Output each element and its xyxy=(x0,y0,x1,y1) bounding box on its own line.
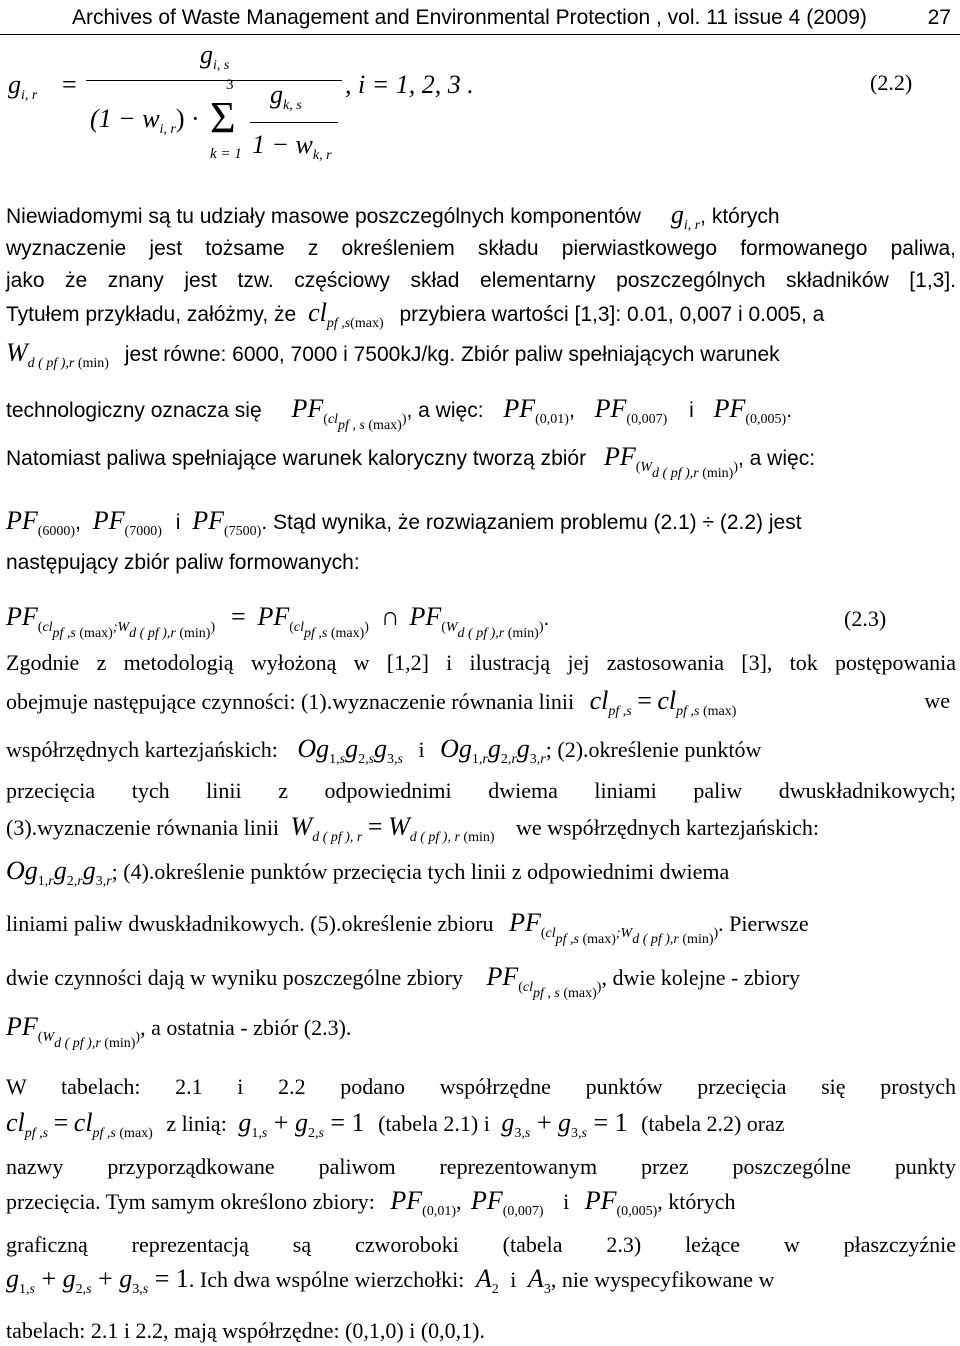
para1-line1: Niewiadomymi są tu udziały masowe poszczególnych komponentów $g_{i, r}$, których xyxy=(6,200,780,233)
para3-line2: $cl_{pf ,s} = cl_{pf ,s (max)}$ z linią: $g_{1,s} + g_{2,s} = 1$ (tabela 2.1) i $g_{3,s} + g_{3,s} = 1$ (tabela 2.2) oraz xyxy=(6,1108,785,1141)
equation-label: (2.3) xyxy=(844,606,887,631)
para1-line4: Tytułem przykładu, załóżmy, że $cl_{pf ,s(max)}$ przybiera wartości [1,3]: 0.01, 0,007 i 0.005, a xyxy=(6,298,825,331)
para2-line7: liniami paliw dwuskładnikowych. (5).określenie zbioru $PF_{(cl_{pf ,s (max)};W_{d ( pf ),r (min)})}$. Pierwsze xyxy=(6,908,809,947)
para1-line5: $W_{d ( pf ),r (min)}$ jest równe: 6000, 7000 i 7500kJ/kg. Zbiór paliw spełniających warunek xyxy=(6,338,780,371)
para3-line7: tabelach: 2.1 i 2.2, mają współrzędne: (0,1,0) i (0,0,1). xyxy=(6,1318,485,1343)
para2-line5: (3).wyznaczenie równania linii $W_{d ( pf ), r} = W_{d ( pf ), r (min)}$ we współrzędnych kartezjańskich: xyxy=(6,812,820,845)
para2-line4: przecięcia tych linii z odpowiednimi dwiema liniami paliw dwuskładnikowych; xyxy=(6,778,956,803)
page-number: 27 xyxy=(927,6,951,29)
inner-fraction-bar xyxy=(250,122,338,123)
para2-line6: $Og_{1,r}g_{2,r}g_{3,r}$; (4).określenie punktów przecięcia tych linii z odpowiednimi dwiema xyxy=(6,856,730,889)
para1-line2: wyznaczenie jest tożsame z określeniem składu pierwiastkowego formowanego paliwa, xyxy=(6,237,956,260)
running-header xyxy=(0,4,960,35)
eq-denominator-a: $(1 - w_{i, r})$ · xyxy=(90,104,200,137)
para1-line8: $PF_{(6000)}$, $PF_{(7000)}$ i $PF_{(7500)}$. Stąd wynika, że rozwiązaniem problemu (2.1) ÷ (2.2) jest xyxy=(6,506,802,539)
eq-condition: , i = 1, 2, 3 . xyxy=(345,70,474,99)
inner-denominator: $1 - w_{k, r}$ xyxy=(252,130,332,163)
para3-line6: $g_{1,s} + g_{2,s} + g_{3,s} = 1$. Ich dwa wspólne wierzchołki: $A_2$ i $A_3$, nie wyspecyfikowane w xyxy=(6,1264,775,1297)
journal-title: Archives of Waste Management and Environmental Protection , vol. 11 issue 4 (2009) xyxy=(72,6,867,29)
para3-line5: graficzną reprezentacją są czworoboki (tabela 2.3) leżące w płaszczyźnie xyxy=(6,1232,956,1257)
para2-line2: obejmuje następujące czynności: (1).wyznaczenie równania linii $cl_{pf ,s} = cl_{pf ,s (max)}$ we xyxy=(6,686,950,719)
inner-numerator: $g_{k, s}$ xyxy=(270,80,302,113)
para2-line1: Zgodnie z metodologią wyłożoną w [1,2] i ilustracją jej zastosowania [3], tok postępowania xyxy=(6,650,956,675)
para1-line6: technologiczny oznacza się $PF_{(cl_{pf , s (max)})}$, a więc: $PF_{(0,01)}$, $PF_{(0,007)}$ i $PF_{(0,005)}$. xyxy=(6,394,793,433)
para1-line3: jako że znany jest tzw. częściowy skład elementarny poszczególnych składników [1,3]. xyxy=(6,269,956,292)
eq-equals: = xyxy=(62,70,77,99)
para3-line4: przecięcia. Tym samym określono zbiory: $PF_{(0,01)}$, $PF_{(0,007)}$ i $PF_{(0,005)}$, których xyxy=(6,1186,736,1219)
para1-line9: następujący zbiór paliw formowanych: xyxy=(6,551,360,574)
eq-numerator: $g_{i, s}$ xyxy=(200,40,230,73)
eq-lhs: $g_{i, r}$ xyxy=(8,70,38,103)
equation-label: (2.2) xyxy=(870,70,913,95)
para2-line3: współrzędnych kartezjańskich: $Og_{1,s}g_{2,s}g_{3,s}$ i $Og_{1,r}g_{2,r}g_{3,r}$; (2).określenie punktów xyxy=(6,734,762,767)
sum-upper-limit: 3 xyxy=(226,77,234,93)
eq-2-3-line: $PF_{(cl_{pf ,s (max)};W_{d ( pf ),r (min)})} = PF_{(cl_{pf ,s (max)})}$ ∩ $PF_{(W_{d ( pf ),r (min)})}$. (2.3) xyxy=(6,602,887,641)
para2-line8: dwie czynności dają w wyniku poszczególne zbiory $PF_{(cl_{pf , s (max)})}$, dwie kolejne - zbiory xyxy=(6,962,801,1001)
sum-lower-limit: k = 1 xyxy=(210,146,242,162)
para3-line1: W tabelach: 2.1 i 2.2 podano współrzędne punktów przecięcia się prostych xyxy=(6,1074,956,1099)
main-fraction-bar xyxy=(86,80,342,81)
para1-line7: Natomiast paliwa spełniające warunek kaloryczny tworzą zbiór $PF_{(W_{d ( pf ),r (min)})}$, a więc: xyxy=(6,442,816,481)
para2-line9: $PF_{(W_{d ( pf ),r (min)})}$, a ostatnia - zbiór (2.3). xyxy=(6,1012,352,1051)
para3-line3: nazwy przyporządkowane paliwom reprezentowanym przez poszczególne punkty xyxy=(6,1154,956,1179)
sum-symbol: Σ xyxy=(210,93,236,142)
